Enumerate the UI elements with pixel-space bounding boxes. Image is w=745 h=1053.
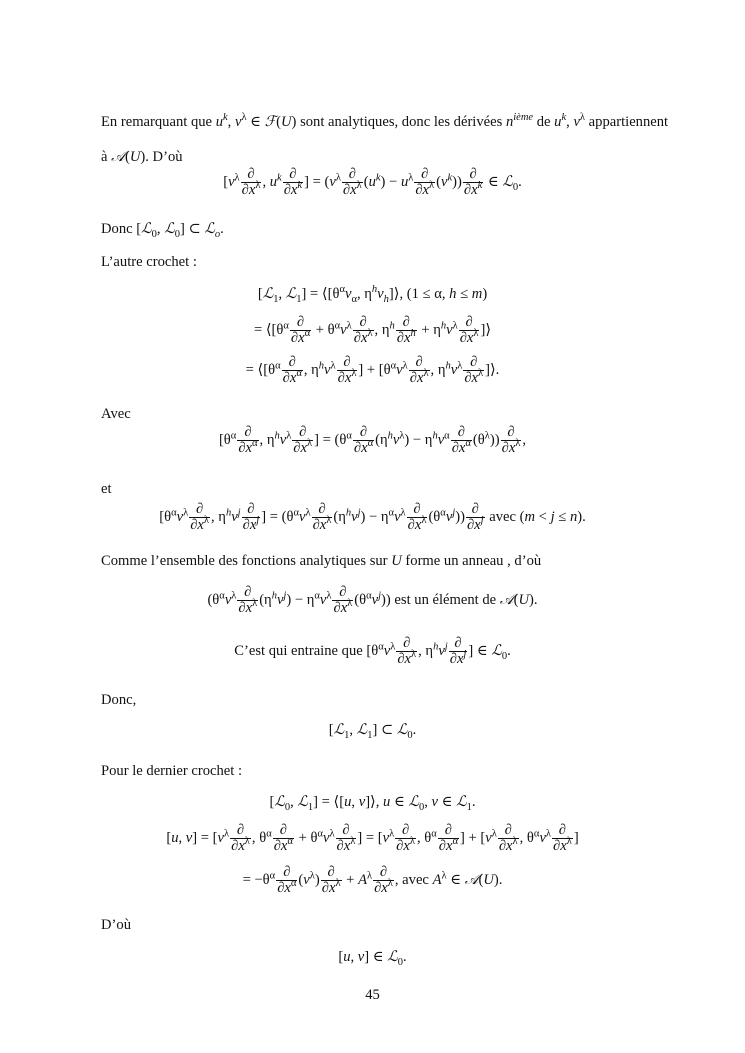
paragraph-9: Donc, — [101, 692, 137, 708]
paragraph-11: D’où — [101, 917, 131, 933]
equation-5: ($\theta^\alpha v^\lambda$ $\frac{\partial}{\partial x^\lambda}$ $(\eta^hv^j) - \eta^\alpha v^\lambda$ $\frac{\partial}{\partial x^\lambda}$ $(\theta^\alpha v^j)$) est un élément de 𝒜(U). — [207, 584, 538, 617]
equation-8c: = $-\theta^\alpha$ $\frac{\partial}{\partial x^\alpha}$ $(v^\lambda)$ $\frac{\partial}{\partial x^\lambda}$ + $A^\lambda$ $\frac{\partial}{\partial x^\lambda}$ , avec $A^\lambda$ ∈ 𝒜(U). — [242, 864, 503, 897]
equation-3: [$\theta^\alpha$ $\frac{\partial}{\partial x^\alpha}$ , $\eta^hv^\lambda$ $\frac{\partial}{\partial x^\lambda}$ ] = ($\theta^\alpha$ $\frac{\partial}{\partial x^\alpha}$ $(\eta^hv^\lambda) - \eta^hv^\alpha$ $\frac{\partial}{\partial x^\alpha}$ $(\theta^\lambda)$) $\frac{\partial}{\partial x^\lambda}$ , — [218, 424, 527, 457]
equation-1: [$v^\lambda$ $\frac{\partial}{\partial x^\lambda}$ , $u^k$ $\frac{\partial}{\partial x^k}$ ] = ($v^\lambda$ $\frac{\partial}{\partial x^\lambda}$ $(u^k) - u^\lambda$ $\frac{\partial}{\partial x^\lambda}$ $(v^k)$) $\frac{\partial}{\partial x^k}$ ∈ ℒ$_0$. — [223, 166, 522, 199]
paragraph-7: Comme l’ensemble des fonctions analytiques sur U forme un anneau , d’où — [101, 553, 542, 569]
paragraph-5: Avec — [101, 406, 131, 422]
paragraph-3: Donc [ℒ$_0$, ℒ$_0$] ⊂ ℒ$_o$. — [101, 220, 224, 240]
equation-4: [$\theta^\alpha v^\lambda$ $\frac{\partial}{\partial x^\lambda}$ , $\eta^hv^j$ $\frac{\partial}{\partial x^j}$ ] = ($\theta^\alpha v^\lambda$ $\frac{\partial}{\partial x^\lambda}$ $(\eta^hv^j) - \eta^\alpha v^\lambda$ $\frac{\partial}{\partial x^\lambda}$ $(\theta^\alpha v^j)$) $\frac{\partial}{\partial x^j}$ avec (m < j ≤ n). — [159, 501, 586, 534]
equation-7: [ℒ$_1$, ℒ$_1$] ⊂ ℒ$_0$. — [328, 721, 417, 741]
equation-6: C’est qui entraine que [$\theta^\alpha v^\lambda$ $\frac{\partial}{\partial x^\lambda}$ , $\eta^hv^j$ $\frac{\partial}{\partial x^j}$ ] ∈ ℒ$_0$. — [234, 635, 511, 668]
equation-8b: [u, $v] = [v^\lambda$ $\frac{\partial}{\partial x^\lambda}$ , $\theta^\alpha$ $\frac{\partial}{\partial x^\alpha}$ + $\theta^\alpha v^\lambda$ $\frac{\partial}{\partial x^\lambda}$ ] = [$v^\lambda$ $\frac{\partial}{\partial x^\lambda}$ , $\theta^\alpha$ $\frac{\partial}{\partial x^\alpha}$ ] + [$v^\lambda$ $\frac{\partial}{\partial x^\lambda}$ , $\theta^\alpha v^\lambda$ $\frac{\partial}{\partial x^\lambda}$ ] — [166, 822, 579, 855]
equation-2c: = $⟨[\theta^\alpha$ $\frac{\partial}{\partial x^\alpha}$ , $\eta^hv^\lambda$ $\frac{\partial}{\partial x^\lambda}$ ] + [$\theta^\alpha v^\lambda$ $\frac{\partial}{\partial x^\lambda}$ , $\eta^hv^\lambda$ $\frac{\partial}{\partial x^\lambda}$ ]⟩. — [245, 354, 500, 387]
equation-9: [u, v] ∈ ℒ$_0$. — [338, 948, 407, 968]
equation-8a: [ℒ$_0$, ℒ$_1$] = ⟨[u, v]⟩, u ∈ ℒ$_0$, v ∈ ℒ$_1$. — [269, 793, 476, 813]
equation-2b: = $⟨[\theta^\alpha$ $\frac{\partial}{\partial x^\alpha}$ + $\theta^\alpha v^\lambda$ $\frac{\partial}{\partial x^\lambda}$ , $\eta^h$ $\frac{\partial}{\partial x^h}$ + $\eta^hv^\lambda$ $\frac{\partial}{\partial x^\lambda}$ ]⟩ — [253, 314, 492, 347]
paragraph-10: Pour le dernier crochet : — [101, 763, 243, 779]
paragraph-6: et — [101, 481, 112, 497]
paragraph-2: à 𝒜(U). D’où — [101, 148, 183, 165]
page-number: 45 — [365, 987, 380, 1003]
paragraph-4: L’autre crochet : — [101, 254, 197, 270]
equation-2a: [ℒ$_1$, ℒ$_1$] = $⟨[\theta^\alpha v_\alpha$, $\eta^hv_h]⟩$, (1 ≤ α, h ≤ m) — [257, 284, 488, 305]
paragraph-1: En remarquant que $u^k$, $v^\lambda$ ∈ ℱ(U) sont analytiques, donc les dérivées $n^{ième}$ de $u^k$, $v^\lambda$ appartiennent — [101, 112, 669, 130]
